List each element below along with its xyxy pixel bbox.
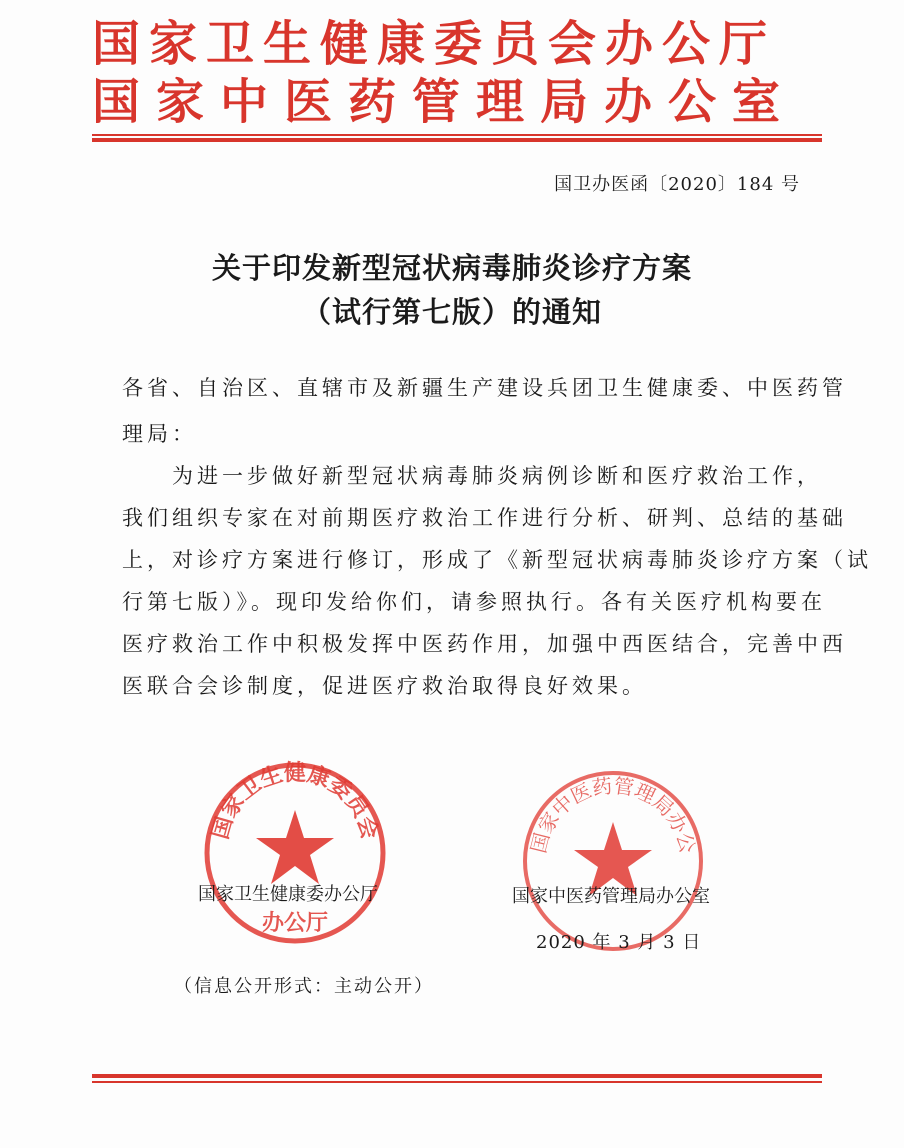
issuer-line-1: 国家卫生健康委员会办公厅 [92, 16, 777, 72]
body-line: 我们组织专家在对前期医疗救治工作进行分析、研判、总结的基础 [122, 506, 847, 530]
header-rule-thick [92, 138, 822, 142]
signer-natcm: 国家中医药管理局办公室 [512, 886, 710, 907]
body-line: 为进一步做好新型冠状病毒肺炎病例诊断和医疗救治工作， [122, 464, 822, 488]
body-line: 医疗救治工作中积极发挥中医药作用，加强中西医结合，完善中西 [122, 632, 847, 656]
seal-text-bottom: 办公厅 [261, 911, 329, 936]
seal-text-top: 国家中医药管理局办公 [526, 773, 700, 856]
title-line-2: （试行第七版）的通知 [301, 295, 602, 329]
issue-date: 2020 年 3 月 3 日 [536, 932, 702, 953]
header-rule-thin [92, 134, 822, 136]
body-line: 各省、自治区、直辖市及新疆生产建设兵团卫生健康委、中医药管 [122, 376, 847, 400]
nhc-seal [200, 758, 390, 948]
document-number: 国卫办医函〔2020〕184 号 [554, 174, 800, 195]
body-line: 医联合会诊制度，促进医疗救治取得良好效果。 [122, 674, 647, 698]
star-icon [256, 810, 334, 884]
signer-nhc: 国家卫生健康委办公厅 [198, 884, 378, 905]
seal-text-top: 国家卫生健康委员会 [208, 761, 382, 842]
issuer-line-2: 国家中医药管理局办公室 [92, 74, 797, 130]
footer-rule-thin [92, 1081, 822, 1083]
body-line: 理局： [122, 422, 197, 446]
body-line: 上，对诊疗方案进行修订，形成了《新型冠状病毒肺炎诊疗方案（试 [122, 548, 872, 572]
footer-rule-thick [92, 1074, 822, 1078]
title-line-1: 关于印发新型冠状病毒肺炎诊疗方案 [211, 251, 692, 285]
disclosure-note: （信息公开形式：主动公开） [174, 976, 434, 997]
body-line: 行第七版）》。现印发给你们，请参照执行。各有关医疗机构要在 [122, 590, 826, 614]
